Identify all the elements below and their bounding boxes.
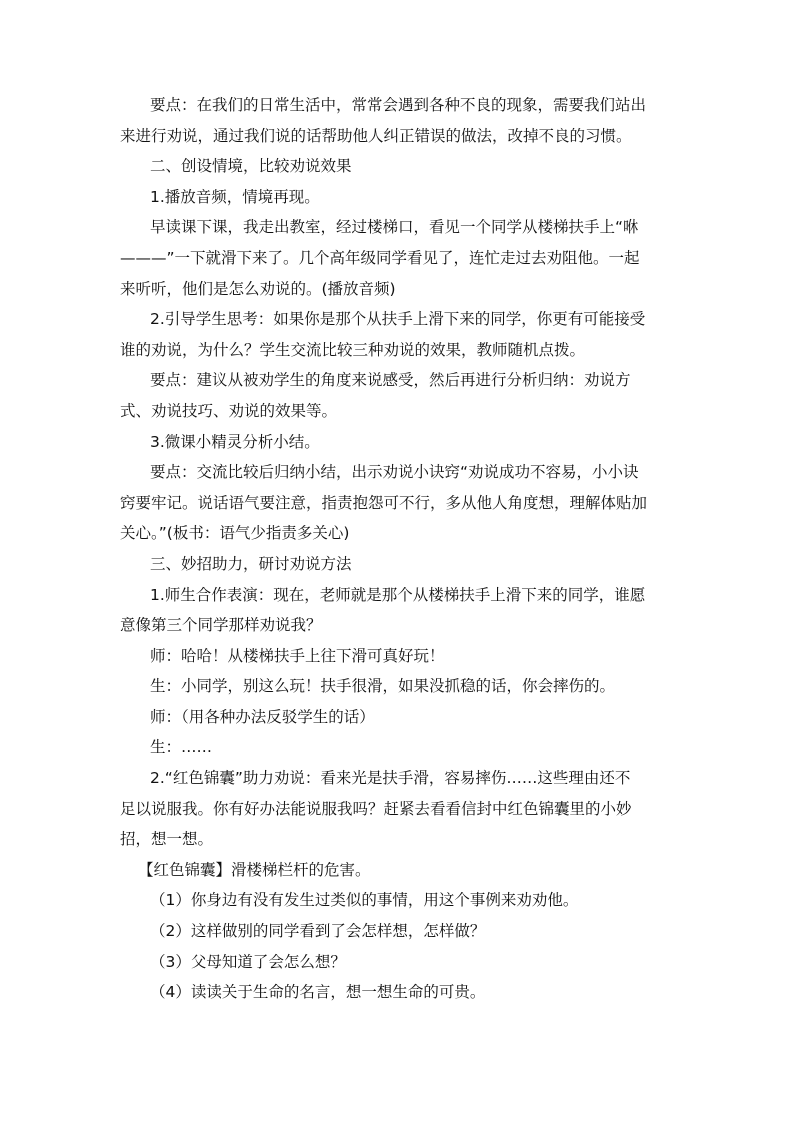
text-line: 招，想一想。 — [120, 830, 214, 849]
text-line: 式、劝说技巧、劝说的效果等。 — [120, 401, 338, 420]
tip-heading: 【红色锦囊】滑楼梯栏杆的危害。 — [138, 860, 371, 879]
text-line: 要点：交流比较后归纳小结，出示劝说小诀窍“劝说成功不容易，小小诀 — [150, 463, 639, 482]
text-line: 早读课下课，我走出教室，经过楼梯口，看见一个同学从楼梯扶手上“咻 — [150, 218, 639, 237]
document-page — [120, 90, 680, 1008]
list-item: （4）读读关于生命的名言，想一想生命的可贵。 — [150, 983, 486, 1002]
text-line: 足以说服我。你有好办法能说服我吗？赶紧去看看信封中红色锦囊里的小妙 — [120, 799, 632, 818]
text-line: 谁的劝说，为什么？学生交流比较三种劝说的效果，教师随机点拨。 — [120, 340, 586, 359]
section-heading: 三、妙招助力，研讨劝说方法 — [150, 554, 352, 573]
text-line: 3.微课小精灵分析小结。 — [150, 432, 320, 451]
text-line: 来进行劝说，通过我们说的话帮助他人纠正错误的做法，改掉不良的习惯。 — [120, 126, 632, 145]
text-line: 2.引导学生思考：如果你是那个从扶手上滑下来的同学，你更有可能接受 — [150, 310, 646, 329]
text-line: 1.播放音频，情境再现。 — [150, 187, 320, 206]
section-heading: 二、创设情境，比较劝说效果 — [150, 157, 352, 176]
list-item: （1）你身边有没有发生过类似的事情，用这个事例来劝劝他。 — [150, 891, 579, 910]
text-line: 要点：建议从被劝学生的角度来说感受，然后再进行分析归纳：劝说方 — [150, 371, 631, 390]
dialogue-line: 生：…… — [150, 738, 213, 757]
text-line: 意像第三个同学那样劝说我？ — [120, 616, 322, 635]
text-line: 来听听，他们是怎么劝说的。(播放音频) — [120, 279, 396, 298]
dialogue-line: 师：（用各种办法反驳学生的话） — [150, 707, 375, 726]
text-line: 关心。”(板书：语气少指责多关心) — [120, 524, 350, 543]
text-line: 窍要牢记。说话语气要注意，指责抱怨可不行，多从他人角度想，理解体贴加 — [120, 493, 648, 512]
text-line: ———”一下就滑下来了。几个高年级同学看见了，连忙走过去劝阻他。一起 — [120, 248, 640, 267]
text-line: 要点：在我们的日常生活中，常常会遇到各种不良的现象，需要我们站出 — [150, 96, 647, 114]
text-line: 2.“红色锦囊”助力劝说：看来光是扶手滑，容易摔伤……这些理由还不 — [150, 769, 631, 788]
text-line: 1.师生合作表演：现在，老师就是那个从楼梯扶手上滑下来的同学，谁愿 — [150, 585, 646, 604]
list-item: （3）父母知道了会怎么想？ — [150, 952, 346, 971]
list-item: （2）这样做别的同学看到了会怎样想，怎样做？ — [150, 922, 486, 941]
dialogue-line: 生：小同学，别这么玩！扶手很滑，如果没抓稳的话，你会摔伤的。 — [150, 677, 616, 696]
dialogue-line: 师：哈哈！从楼梯扶手上往下滑可真好玩！ — [150, 646, 445, 665]
